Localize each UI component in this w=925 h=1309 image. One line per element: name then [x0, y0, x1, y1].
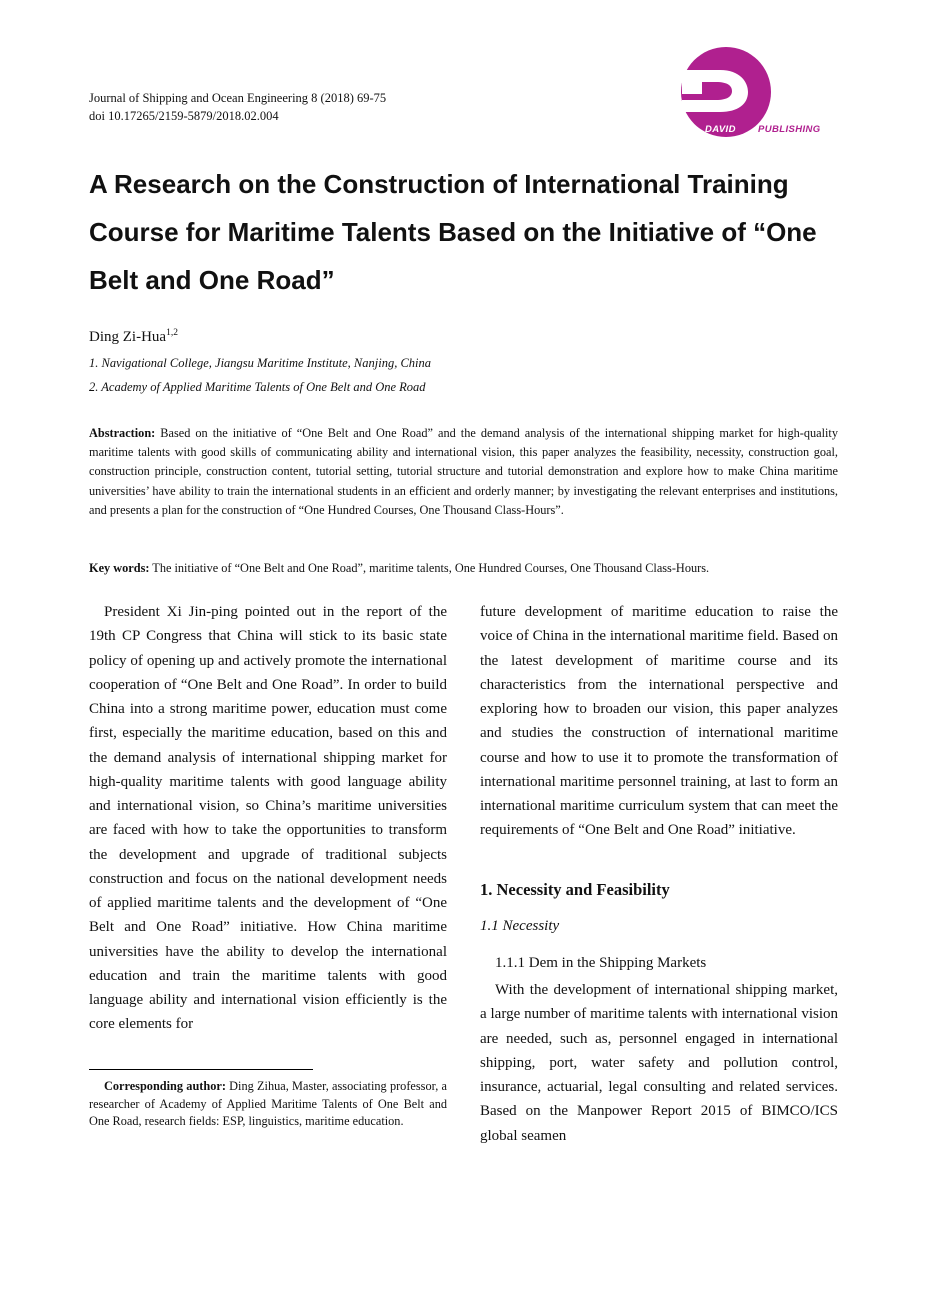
intro-paragraph-left: President Xi Jin-ping pointed out in the report of the 19th CP Congress that China will stick to its basic state policy of opening up and actively promote the international cooperation of “One Belt and One Road”. In order to build China into a strong maritime power, education must come first, especially the maritime education, based on this and the demand analysis of international shipping market for high-quality maritime talents with good language ability and international vision, so China’s maritime universities are faced with how to take the opportunities to transform the development and upgrade of traditional subjects construction and focus on the national development needs of applied maritime talents and the development of “One Belt and One Road” initiative. How China maritime universities have the ability to develop the international education and train the maritime talents with good language ability and international vision efficiently is the core elements for	[89, 604, 447, 1033]
abstract-label: Abstraction:	[89, 426, 156, 440]
intro-paragraph-right: future development of maritime education to raise the voice of China in the international maritime field. Based on the latest development of maritime course and its characteristics from the international perspective and exploring how to broaden our vision, this paper analyzes and studies the construction of international maritime course and how to use it to promote the transformation of international maritime personnel training, at last to form an international maritime curriculum system that can meet the requirements of “One Belt and One Road” initiative.	[480, 604, 838, 839]
david-publishing-logo	[676, 46, 846, 142]
subsection-heading: 1.1 Necessity	[480, 918, 560, 934]
footnote-label: Corresponding author:	[104, 1079, 226, 1093]
footnote-text: Ding Zihua, Master, associating professor, a researcher of Academy of Applied Maritime Talents of One Belt and One Road, research fields: ESP, linguistics, maritime education.	[89, 1079, 447, 1128]
author-affiliation-marks: 1,2	[166, 328, 178, 338]
author	[89, 328, 178, 346]
paper-title: A Research on the Construction of International Training Course for Maritime Talents Based on the Initiative of “One Belt and One Road”	[89, 169, 817, 295]
footnote	[89, 1078, 447, 1131]
logo-text: DAVID	[705, 124, 736, 135]
subsubsection-heading: 1.1.1 Dem in the Shipping Markets	[495, 955, 707, 971]
section-heading: 1. Necessity and Feasibility	[480, 880, 670, 899]
journal-header	[89, 89, 386, 125]
logo-text-publishing: PUBLISHING	[758, 124, 821, 135]
affiliation-1: 1. Navigational College, Jiangsu Maritime Institute, Nanjing, China	[89, 356, 431, 370]
author-name: Ding Zi-Hua	[89, 329, 167, 345]
keywords-text: The initiative of “One Belt and One Road”, maritime talents, One Hundred Courses, One Thousand Class-Hours.	[149, 561, 710, 575]
keywords	[89, 559, 838, 578]
doi: doi 10.17265/2159-5879/2018.02.004	[89, 109, 279, 123]
affiliation-2: 2. Academy of Applied Maritime Talents of One Belt and One Road	[89, 380, 426, 394]
abstract-text: Based on the initiative of “One Belt and One Road” and the demand analysis of the international shipping market for high-quality maritime talents with good skills of communicating ability and international vision, this paper analyzes the feasibility, necessity, construction goal, construction principle, construction content, tutorial setting, tutorial structure and tutorial demonstration and explore how to make China maritime universities’ have ability to train the international students in an efficient and orderly manner; by investigating the relevant enterprises and institutions, and presents a plan for the construction of “One Hundred Courses, One Thousand Class-Hours”.	[89, 426, 838, 517]
journal-citation: Journal of Shipping and Ocean Engineering 8 (2018) 69-75	[89, 91, 387, 105]
section-paragraph: With the development of international shipping market, a large number of maritime talents with international vision are needed, such as, personnel engaged in international shipping, port, water safety and pollution control, insurance, actuarial, legal consulting and related services. Based on the Manpower Report 2015 of BIMCO/ICS global seamen	[480, 982, 838, 1144]
footnote-divider	[89, 1069, 313, 1070]
abstract	[89, 424, 838, 520]
keywords-label: Key words:	[89, 561, 150, 575]
